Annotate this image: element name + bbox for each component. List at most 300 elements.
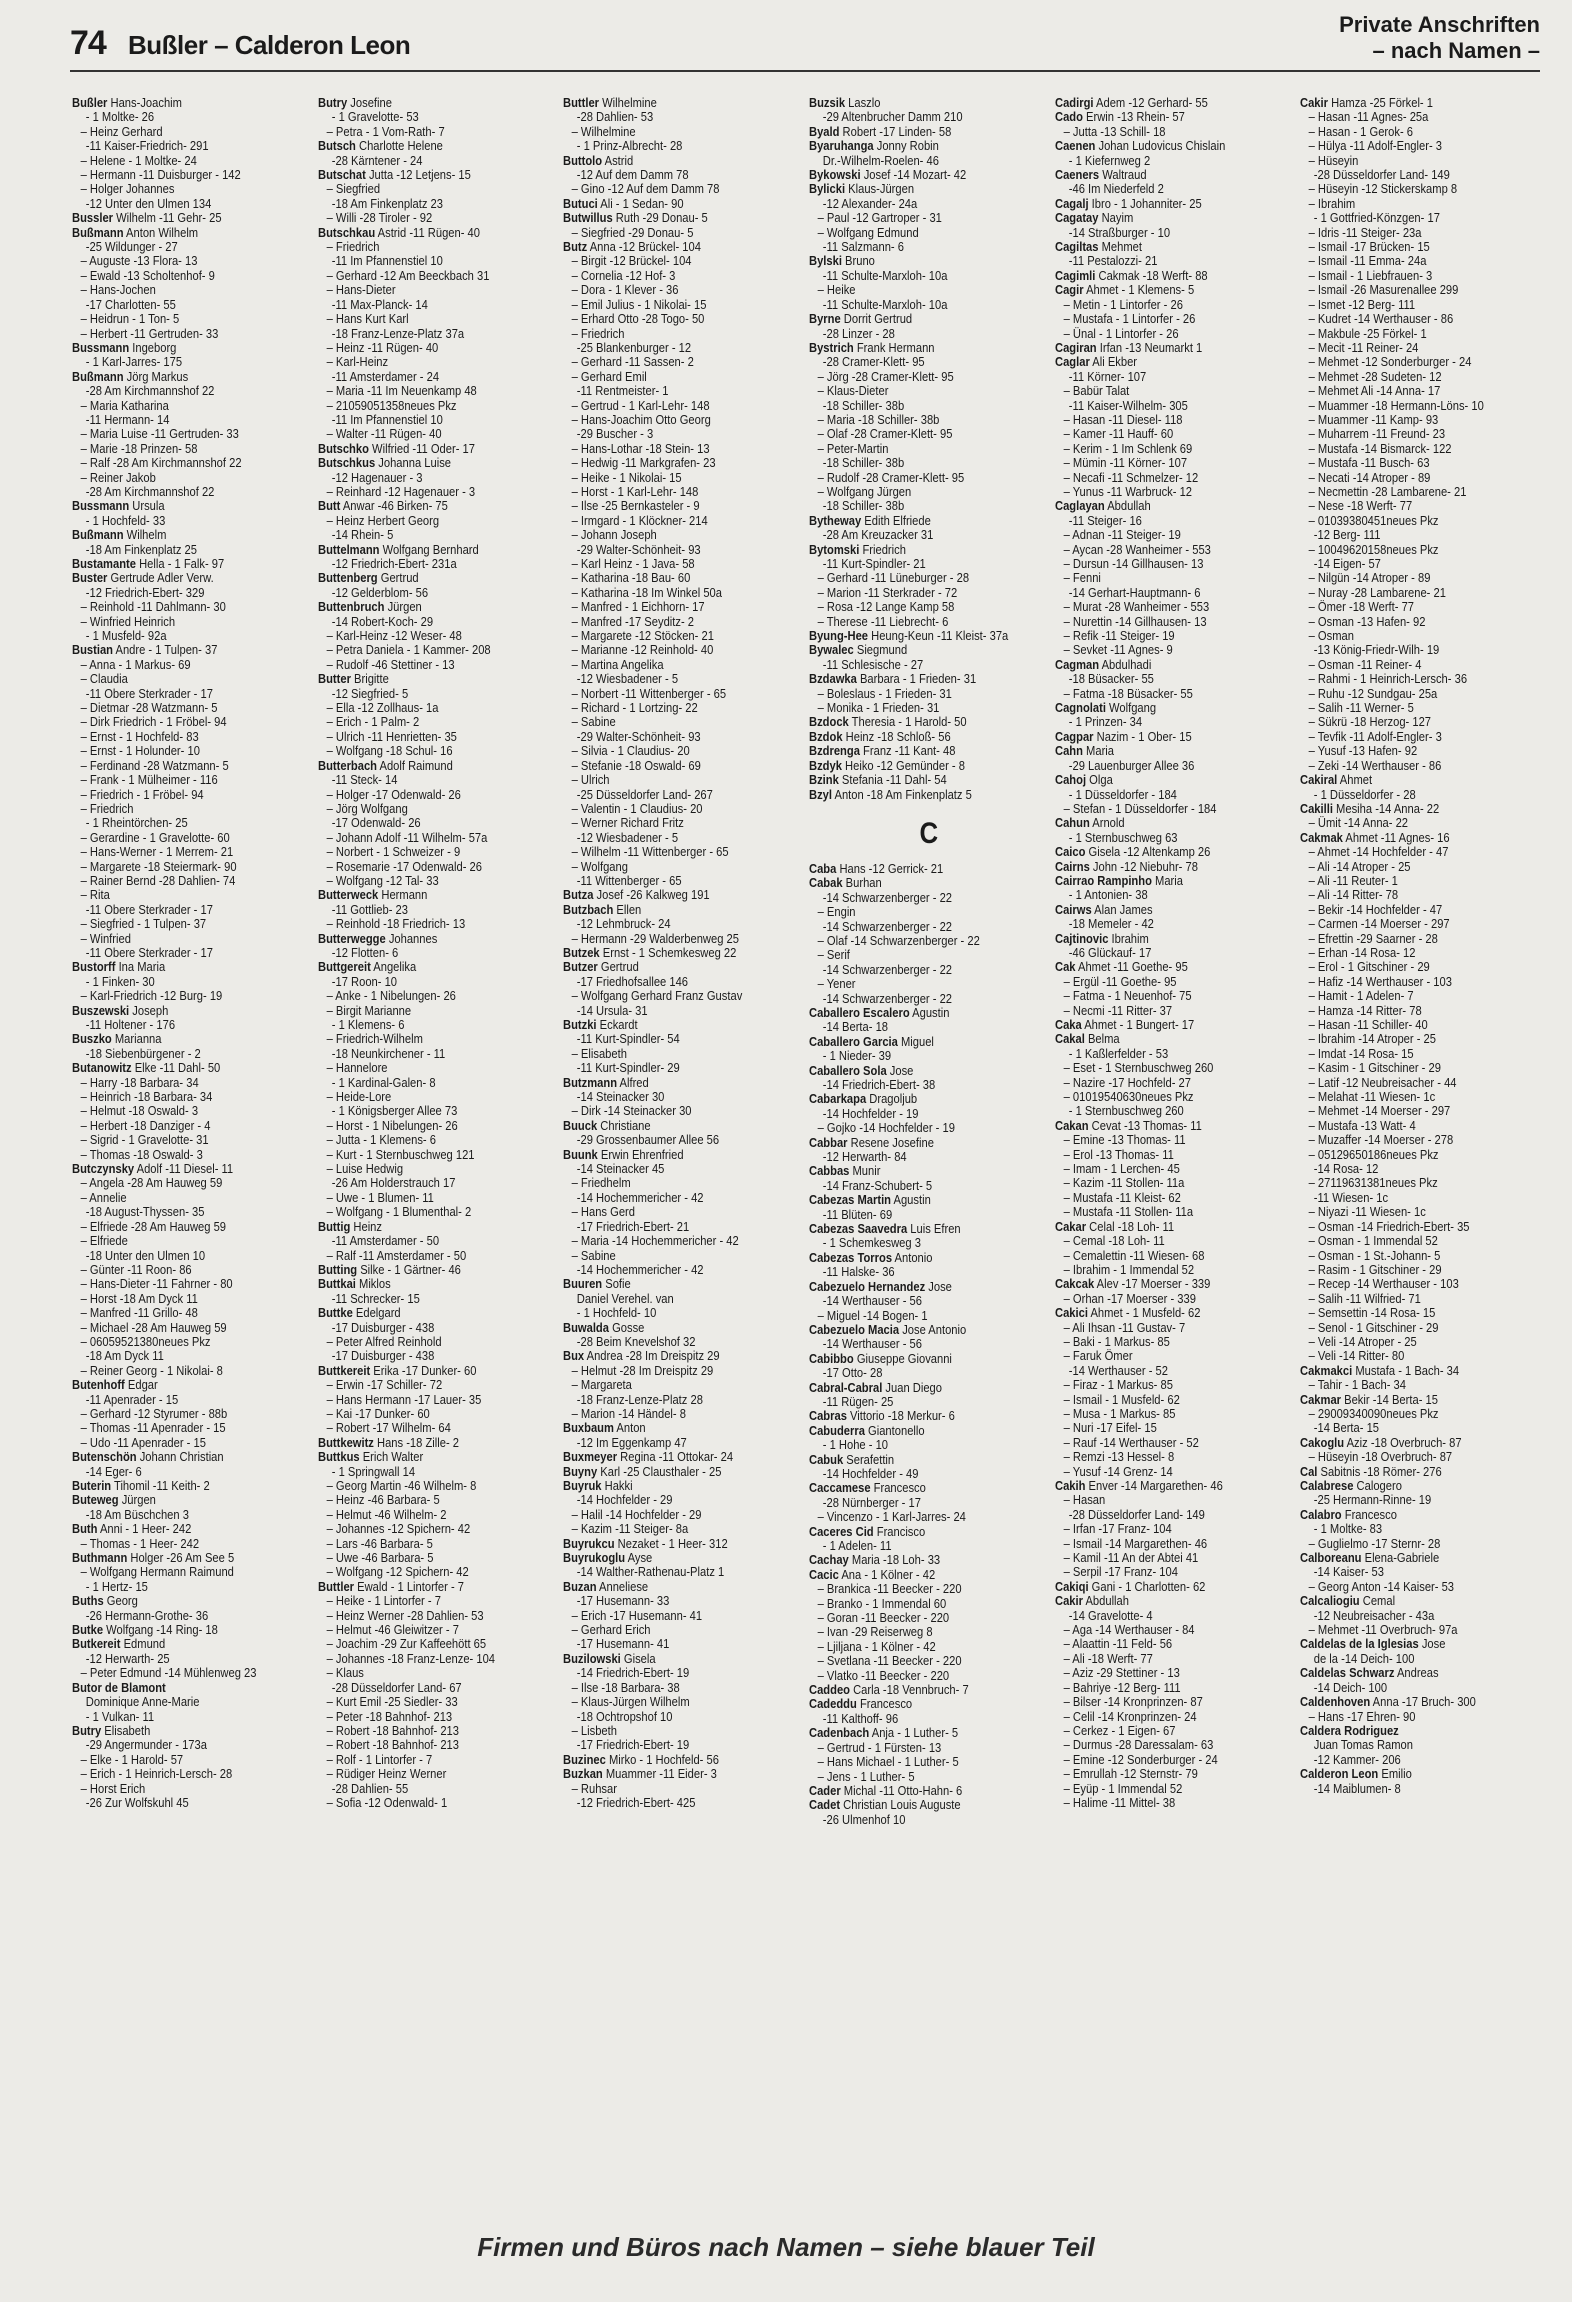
directory-entry: -11 Schulte-Marxloh- 10a bbox=[822, 267, 948, 283]
directory-entry: - 1 Kiefernweg 2 bbox=[1068, 152, 1150, 168]
entry-surname: Buyny bbox=[563, 1463, 598, 1479]
directory-entry: -18 Schiller- 38b bbox=[822, 498, 905, 514]
directory-entry: -11 Kurt-Spindler- 21 bbox=[822, 556, 926, 571]
directory-entry: – Stefan - 1 Düsseldorfer - 184 bbox=[1063, 800, 1217, 816]
entry-surname: Caico bbox=[1054, 844, 1086, 860]
directory-entry: – Karl-Heinz -12 Weser- 48 bbox=[326, 628, 462, 644]
directory-entry: -18 Memeler - 42 bbox=[1068, 916, 1154, 932]
entry-surname: Bzyl bbox=[809, 786, 833, 802]
directory-entry: – Osman bbox=[1308, 628, 1355, 644]
directory-entry: – Ömer -18 Werft- 77 bbox=[1308, 599, 1415, 615]
directory-entry: Butenhoff Edgar bbox=[72, 1377, 158, 1393]
directory-entry: -11 Apenrader - 15 bbox=[85, 1391, 179, 1407]
directory-entry: Buxmeyer Regina -11 Ottokar- 24 bbox=[563, 1449, 734, 1465]
directory-entry: Bustamante Hella - 1 Falk- 97 bbox=[72, 556, 225, 571]
directory-entry: Cabezuelo Hernandez Jose bbox=[809, 1278, 952, 1294]
directory-entry: – Johann Joseph bbox=[571, 527, 658, 543]
directory-entry: Cakir Hamza -25 Förkel- 1 bbox=[1300, 96, 1434, 110]
directory-entry: – Emine -13 Thomas- 11 bbox=[1063, 1132, 1186, 1148]
directory-entry: – Thomas -18 Oswald- 3 bbox=[80, 1146, 203, 1162]
directory-entry: Cabibbo Giuseppe Giovanni bbox=[809, 1350, 952, 1366]
directory-entry: -25 Blankenburger - 12 bbox=[577, 339, 692, 355]
directory-entry: -11 Körner- 107 bbox=[1068, 368, 1146, 384]
directory-entry: -11 Wiesen- 1c bbox=[1314, 1189, 1389, 1205]
directory-entry: – Siegfried bbox=[326, 181, 380, 197]
directory-entry: – Auguste -13 Flora- 13 bbox=[80, 253, 198, 269]
directory-entry: -11 Obere Sterkrader - 17 bbox=[85, 685, 213, 701]
directory-entry: – Holger Johannes bbox=[80, 181, 175, 197]
entry-surname: Cairws bbox=[1054, 901, 1092, 917]
directory-entry: -14 Schwarzenberger - 22 bbox=[822, 889, 953, 905]
directory-entry: – Luise Hedwig bbox=[326, 1161, 403, 1177]
directory-entry: – Serpil -17 Franz- 104 bbox=[1063, 1564, 1178, 1580]
directory-entry: – Silvia - 1 Claudius- 20 bbox=[571, 743, 691, 759]
directory-entry: Cagir Ahmet - 1 Klemens- 5 bbox=[1054, 282, 1194, 298]
directory-entry: - 1 Nieder- 39 bbox=[822, 1048, 892, 1064]
directory-entry: – Brankica -11 Beecker - 220 bbox=[817, 1581, 962, 1597]
directory-entry: – Jutta - 1 Klemens- 6 bbox=[326, 1132, 436, 1148]
directory-entry: - 1 Adelen- 11 bbox=[822, 1538, 892, 1553]
entry-surname: Cagiltas bbox=[1054, 239, 1099, 255]
directory-entry: -12 Wiesbadener - 5 bbox=[577, 671, 679, 687]
directory-entry: – Lars -46 Barbara- 5 bbox=[326, 1535, 433, 1551]
directory-entry: – Joachim -29 Zur Kaffeehött 65 bbox=[326, 1636, 486, 1652]
entry-surname: Buttkai bbox=[317, 1276, 356, 1292]
directory-entry: Cader Michal -11 Otto-Hahn- 6 bbox=[809, 1782, 963, 1798]
section-title-line1: Private Anschriften bbox=[1339, 12, 1540, 37]
directory-entry: – Sigrid - 1 Gravelotte- 31 bbox=[80, 1132, 209, 1148]
directory-entry: -12 Friedrich-Ebert- 231a bbox=[331, 556, 457, 571]
directory-entry: – Goran -11 Beecker - 220 bbox=[817, 1610, 950, 1626]
directory-entry: -11 Amsterdamer - 24 bbox=[331, 368, 439, 384]
directory-entry: -18 August-Thyssen- 35 bbox=[85, 1204, 205, 1220]
directory-column-3 bbox=[563, 96, 803, 2216]
entry-surname: Buunk bbox=[563, 1146, 599, 1162]
directory-entry: – Heinz -46 Barbara- 5 bbox=[326, 1492, 440, 1508]
directory-entry: -11 Schrecker- 15 bbox=[331, 1290, 420, 1306]
directory-entry: – Eset - 1 Sternbuschweg 260 bbox=[1063, 1060, 1214, 1076]
directory-entry: – Gertrud - 1 Karl-Lehr- 148 bbox=[571, 397, 710, 413]
directory-entry: Butzmann Alfred bbox=[563, 1074, 650, 1090]
entry-surname: Cagiran bbox=[1054, 339, 1097, 355]
directory-entry: -14 Walther-Rathenau-Platz 1 bbox=[577, 1564, 725, 1580]
directory-entry: Byrne Dorrit Gertrud bbox=[809, 311, 913, 327]
directory-entry: - 1 Prinzen- 34 bbox=[1068, 714, 1142, 730]
directory-entry: Bustian Andre - 1 Tulpen- 37 bbox=[72, 642, 218, 658]
entry-surname: Butczynsky bbox=[72, 1161, 135, 1177]
entry-surname: Caeners bbox=[1054, 167, 1099, 183]
directory-entry: – Winfried bbox=[80, 930, 131, 946]
entry-surname: Cabak bbox=[809, 875, 843, 891]
directory-entry: -18 Büsacker- 55 bbox=[1068, 671, 1154, 687]
directory-entry: -12 Im Eggenkamp 47 bbox=[577, 1434, 688, 1450]
entry-surname: Bzink bbox=[809, 772, 839, 788]
directory-entry: – Wolfgang - 1 Blumenthal- 2 bbox=[326, 1204, 471, 1220]
directory-entry: Bykowski Josef -14 Mozart- 42 bbox=[809, 167, 967, 183]
directory-entry: Butzbach Ellen bbox=[563, 901, 642, 917]
directory-entry: - 1 Springwall 14 bbox=[331, 1463, 415, 1479]
directory-entry: – Hans Kurt Karl bbox=[326, 311, 409, 327]
directory-entry: -12 Unter den Ulmen 134 bbox=[85, 195, 212, 211]
directory-entry: Butterwegge Johannes bbox=[317, 930, 437, 946]
directory-entry: - 1 Antonien- 38 bbox=[1068, 887, 1148, 903]
entry-surname: Byald bbox=[809, 123, 840, 139]
directory-entry: – Yusuf -14 Grenz- 14 bbox=[1063, 1463, 1173, 1479]
directory-entry: – Olaf -14 Schwarzenberger - 22 bbox=[817, 932, 980, 948]
directory-entry: - 1 Sternbuschweg 63 bbox=[1068, 829, 1178, 845]
entry-surname: Butwillus bbox=[563, 210, 614, 226]
directory-entry: – Erich - 1 Palm- 2 bbox=[326, 714, 419, 730]
entry-surname: Cado bbox=[1054, 109, 1083, 125]
directory-entry: – Ali -14 Atroper - 25 bbox=[1308, 858, 1411, 874]
entry-surname: Bustamante bbox=[72, 556, 137, 571]
directory-entry: – Wolfgang -12 Spichern- 42 bbox=[326, 1564, 469, 1580]
directory-entry: – Heidrun - 1 Ton- 5 bbox=[80, 311, 180, 327]
entry-surname: Cagpar bbox=[1054, 728, 1094, 744]
entry-surname: Buttgereit bbox=[317, 959, 371, 975]
entry-surname: Cabral-Cabral bbox=[809, 1379, 883, 1395]
directory-entry: Buyrukoglu Ayse bbox=[563, 1550, 653, 1566]
directory-entry: – Reinhold -11 Dahlmann- 30 bbox=[80, 599, 226, 615]
directory-entry: Buterin Tihomil -11 Keith- 2 bbox=[72, 1478, 210, 1493]
directory-entry: – Kasim - 1 Gitschiner - 29 bbox=[1308, 1060, 1442, 1076]
entry-surname: Buttolo bbox=[563, 152, 603, 168]
directory-entry: -12 Kammer- 206 bbox=[1314, 1751, 1402, 1767]
directory-entry: Cabezuelo Macia Jose Antonio bbox=[809, 1321, 967, 1337]
directory-entry: – Heinz -11 Rügen- 40 bbox=[326, 339, 438, 355]
directory-entry: – Ismet -12 Berg- 111 bbox=[1308, 296, 1416, 312]
directory-entry: -12 Flotten- 6 bbox=[331, 944, 398, 960]
directory-entry: – Reiner Georg - 1 Nikolai- 8 bbox=[80, 1362, 223, 1378]
directory-entry: -28 Linzer - 28 bbox=[822, 325, 895, 341]
entry-surname: Buuck bbox=[563, 1117, 598, 1133]
directory-entry: -14 Maiblumen- 8 bbox=[1314, 1780, 1402, 1796]
directory-entry: Daniel Verehel. van bbox=[577, 1290, 675, 1306]
directory-entry: Caceres Cid Francisco bbox=[809, 1523, 926, 1539]
directory-entry: -28 Dahlien- 55 bbox=[331, 1780, 408, 1796]
entry-surname: Caballero Escalero bbox=[809, 1004, 910, 1020]
directory-entry: – Horst - 1 Karl-Lehr- 148 bbox=[571, 483, 699, 499]
directory-entry: Cajtinovic Ibrahim bbox=[1054, 930, 1149, 946]
directory-entry: – Ilse -25 Bernkasteler - 9 bbox=[571, 498, 700, 514]
directory-entry: – Friedrich bbox=[571, 325, 625, 341]
directory-entry: -29 Walter-Schönheit- 93 bbox=[577, 728, 701, 744]
directory-entry: – Robert -18 Bahnhof- 213 bbox=[326, 1722, 459, 1738]
directory-entry: – Horst Erich bbox=[80, 1780, 146, 1796]
directory-entry: Buunk Erwin Ehrenfried bbox=[563, 1146, 684, 1162]
directory-entry: - 1 Gottfried-Könzgen- 17 bbox=[1314, 210, 1441, 226]
directory-entry: -12 Friedrich-Ebert- 329 bbox=[85, 584, 205, 600]
directory-entry: -17 Friedrich-Ebert- 19 bbox=[577, 1737, 690, 1753]
entry-surname: Cairns bbox=[1054, 858, 1090, 874]
directory-entry: -11 Obere Sterkrader - 17 bbox=[85, 901, 213, 917]
directory-entry: – Gertrud - 1 Fürsten- 13 bbox=[817, 1739, 942, 1755]
directory-entry: – Cemalettin -11 Wiesen- 68 bbox=[1063, 1247, 1205, 1263]
directory-entry: -28 Cramer-Klett- 95 bbox=[822, 354, 925, 370]
directory-entry: Cagatay Nayim bbox=[1054, 210, 1133, 226]
directory-entry: -29 Lauenburger Allee 36 bbox=[1068, 757, 1195, 773]
directory-entry: – Halil -14 Hochfelder - 29 bbox=[571, 1506, 702, 1522]
entry-surname: Butschkus bbox=[317, 455, 375, 471]
entry-surname: Cak bbox=[1054, 959, 1076, 975]
directory-entry: – Necafi -11 Schmelzer- 12 bbox=[1063, 469, 1198, 485]
directory-entry: – Peter Edmund -14 Mühlenweg 23 bbox=[80, 1665, 257, 1681]
directory-entry: Buteweg Jürgen bbox=[72, 1492, 156, 1508]
directory-entry: – Lisbeth bbox=[571, 1722, 618, 1738]
directory-entry: – Bahriye -12 Berg- 111 bbox=[1063, 1679, 1181, 1695]
directory-entry: Butter Brigitte bbox=[317, 671, 389, 687]
directory-entry: – Wolfgang Edmund bbox=[817, 224, 919, 240]
directory-entry: – Celil -14 Kronprinzen- 24 bbox=[1063, 1708, 1197, 1724]
directory-entry: – Marie -18 Prinzen- 58 bbox=[80, 440, 198, 456]
directory-entry: – Klaus-Jürgen Wilhelm bbox=[571, 1694, 691, 1710]
entry-surname: Cacic bbox=[809, 1566, 839, 1582]
entry-surname: Cadeddu bbox=[809, 1696, 857, 1712]
directory-entry: – Katharina -18 Im Winkel 50a bbox=[571, 584, 723, 600]
directory-entry: -12 Auf dem Damm 78 bbox=[577, 167, 689, 183]
directory-entry: -17 Friedhofsallee 146 bbox=[577, 973, 689, 989]
entry-surname: Cakal bbox=[1054, 1031, 1085, 1047]
directory-entry: – Gerhard -11 Lüneburger - 28 bbox=[817, 570, 970, 586]
directory-entry: -29 Walter-Schönheit- 93 bbox=[577, 541, 701, 557]
directory-entry: Buwalda Gosse bbox=[563, 1319, 645, 1335]
entry-surname: Bytomski bbox=[809, 541, 860, 557]
directory-entry: – Georg Anton -14 Kaiser- 53 bbox=[1308, 1578, 1455, 1594]
entry-surname: Cabezas Martin bbox=[809, 1192, 892, 1208]
directory-entry: – Nilgün -14 Atroper - 89 bbox=[1308, 570, 1431, 586]
header-divider bbox=[70, 70, 1540, 72]
directory-entry: – Kurt - 1 Sternbuschweg 121 bbox=[326, 1146, 475, 1162]
directory-entry: – Hans Michael - 1 Luther- 5 bbox=[817, 1754, 959, 1770]
entry-surname: Buster bbox=[72, 570, 108, 586]
entry-surname: Byaruhanga bbox=[809, 138, 874, 154]
directory-entry: Cakiral Ahmet bbox=[1300, 772, 1373, 788]
entry-surname: Butzmann bbox=[563, 1074, 618, 1090]
directory-entry: Cahn Maria bbox=[1054, 743, 1114, 759]
directory-entry: Calabrese Calogero bbox=[1300, 1478, 1403, 1493]
entry-surname: Cadirgi bbox=[1054, 96, 1094, 110]
directory-entry: Butenschön Johann Christian bbox=[72, 1449, 224, 1465]
directory-entry: -14 Deich- 100 bbox=[1314, 1679, 1388, 1695]
directory-entry: Buttler Ewald - 1 Lintorfer - 7 bbox=[317, 1578, 464, 1594]
directory-entry: – Firaz - 1 Markus- 85 bbox=[1063, 1377, 1173, 1393]
directory-entry: Caenen Johan Ludovicus Chislain bbox=[1054, 138, 1225, 154]
directory-entry: – Mehmet -28 Sudeten- 12 bbox=[1308, 368, 1442, 384]
directory-entry: – Friedrich bbox=[326, 239, 380, 255]
entry-surname: Butzek bbox=[563, 944, 601, 960]
directory-entry: – Necmi -11 Ritter- 37 bbox=[1063, 1002, 1172, 1018]
directory-entry: Buttenbruch Jürgen bbox=[317, 599, 422, 615]
directory-entry: – Angela -28 Am Hauweg 59 bbox=[80, 1175, 223, 1191]
directory-entry: -14 Hochfelder - 49 bbox=[822, 1465, 919, 1481]
directory-entry: – Erich -17 Husemann- 41 bbox=[571, 1607, 703, 1623]
directory-entry: Butterbach Adolf Raimund bbox=[317, 757, 453, 773]
directory-entry: Buxbaum Anton bbox=[563, 1420, 646, 1436]
directory-entry: – 10049620158neues Pkz bbox=[1308, 541, 1439, 557]
directory-entry: Cabbas Munir bbox=[809, 1163, 881, 1179]
directory-entry: – Frank - 1 Mülheimer - 116 bbox=[80, 772, 218, 788]
directory-entry: – Irfan -17 Franz- 104 bbox=[1063, 1521, 1172, 1537]
directory-entry: -46 Im Niederfeld 2 bbox=[1068, 181, 1164, 197]
directory-entry: -11 Kurt-Spindler- 29 bbox=[577, 1060, 681, 1076]
directory-entry: – Horst -18 Am Dyck 11 bbox=[80, 1290, 198, 1306]
directory-entry: -14 Schwarzenberger - 22 bbox=[822, 918, 953, 934]
entry-surname: Bux bbox=[563, 1348, 585, 1364]
directory-entry: – Katharina -18 Bau- 60 bbox=[571, 570, 691, 586]
directory-entry: – Heinz Herbert Georg bbox=[326, 512, 439, 528]
directory-entry: – Fatma -18 Büsacker- 55 bbox=[1063, 685, 1193, 701]
directory-entry: – Rainer Bernd -28 Dahlien- 74 bbox=[80, 872, 236, 888]
directory-entry: – Hülya -11 Adolf-Engler- 3 bbox=[1308, 138, 1443, 154]
directory-entry: – Serif bbox=[817, 947, 850, 963]
entry-surname: Cakir bbox=[1300, 96, 1329, 110]
entry-surname: Caenen bbox=[1054, 138, 1096, 154]
directory-entry: – Mustafa -11 Busch- 63 bbox=[1308, 455, 1430, 471]
directory-entry: Butsch Charlotte Helene bbox=[317, 138, 443, 154]
directory-entry: -13 König-Friedr-Wilh- 19 bbox=[1314, 642, 1440, 658]
directory-entry: – Hans-Joachim Otto Georg bbox=[571, 411, 712, 427]
entry-surname: Bußmann bbox=[72, 368, 124, 384]
directory-columns bbox=[72, 96, 1542, 2216]
entry-surname: Bussmann bbox=[72, 498, 130, 514]
section-title bbox=[1339, 12, 1540, 64]
directory-entry: – Hasan -11 Schiller- 40 bbox=[1308, 1017, 1429, 1032]
directory-entry: -28 Beim Knevelshof 32 bbox=[577, 1333, 696, 1349]
directory-entry: – Horst - 1 Nibelungen- 26 bbox=[326, 1117, 458, 1133]
entry-surname: Cakan bbox=[1054, 1117, 1089, 1133]
directory-entry: Buszko Marianna bbox=[72, 1031, 162, 1047]
directory-entry: – Manfred -11 Grillo- 48 bbox=[80, 1305, 198, 1321]
directory-entry: -17 Duisburger - 438 bbox=[331, 1319, 434, 1335]
directory-entry: – Sükrü -18 Herzog- 127 bbox=[1308, 714, 1432, 730]
directory-entry: Cagimli Cakmak -18 Werft- 88 bbox=[1054, 267, 1208, 283]
directory-entry: -28 Dahlien- 53 bbox=[577, 109, 654, 125]
directory-entry: -14 Hochemmericher - 42 bbox=[577, 1261, 704, 1277]
entry-surname: Bytheway bbox=[809, 512, 862, 528]
directory-entry: -25 Düsseldorfer Land- 267 bbox=[577, 786, 714, 802]
directory-entry: Calboreanu Elena-Gabriele bbox=[1300, 1550, 1440, 1566]
directory-entry: – Manfred - 1 Eichhorn- 17 bbox=[571, 599, 705, 615]
directory-entry: – Emine -12 Sonderburger - 24 bbox=[1063, 1751, 1218, 1767]
directory-entry: – Harry -18 Barbara- 34 bbox=[80, 1074, 199, 1090]
directory-entry: – Hamit - 1 Adelen- 7 bbox=[1308, 988, 1414, 1004]
directory-entry: Cakir Abdullah bbox=[1054, 1593, 1129, 1609]
directory-entry: -11 Gottlieb- 23 bbox=[331, 901, 408, 917]
directory-entry: -17 Charlotten- 55 bbox=[85, 296, 176, 312]
directory-entry: -29 Grossenbaumer Allee 56 bbox=[577, 1132, 720, 1148]
directory-entry: – Ismail -11 Emma- 24a bbox=[1308, 253, 1427, 269]
directory-entry: – Tevfik -11 Adolf-Engler- 3 bbox=[1308, 728, 1443, 744]
entry-surname: Buszewski bbox=[72, 1002, 130, 1018]
directory-entry: – Erich - 1 Heinrich-Lersch- 28 bbox=[80, 1766, 233, 1782]
directory-entry: -11 Im Pfannenstiel 10 bbox=[331, 253, 443, 269]
directory-entry: -14 Hochfelder - 29 bbox=[577, 1492, 673, 1508]
directory-entry: – Robert -18 Bahnhof- 213 bbox=[326, 1737, 459, 1753]
entry-surname: Caballero Sola bbox=[809, 1062, 887, 1078]
directory-entry: Caccamese Francesco bbox=[809, 1480, 926, 1496]
directory-entry: – Metin - 1 Lintorfer - 26 bbox=[1063, 296, 1183, 312]
entry-surname: Bylski bbox=[809, 253, 842, 269]
directory-entry: -11 Max-Planck- 14 bbox=[331, 296, 428, 312]
directory-entry: Calabro Francesco bbox=[1300, 1506, 1398, 1522]
entry-surname: Buterin bbox=[72, 1478, 112, 1493]
directory-entry: – Petra Daniela - 1 Kammer- 208 bbox=[326, 642, 491, 658]
entry-surname: Buxbaum bbox=[563, 1420, 615, 1436]
directory-entry: Buttkai Miklos bbox=[317, 1276, 391, 1292]
entry-surname: Cabezas Saavedra bbox=[809, 1221, 908, 1237]
directory-entry: – Rosemarie -17 Odenwald- 26 bbox=[326, 858, 482, 874]
directory-entry: – Winfried Heinrich bbox=[80, 613, 176, 629]
directory-entry: -18 Franz-Lenze-Platz 28 bbox=[577, 1391, 704, 1407]
directory-entry: -12 Lehmbruck- 24 bbox=[577, 916, 671, 932]
directory-entry: Butke Wolfgang -14 Ring- 18 bbox=[72, 1622, 218, 1638]
directory-entry: - 1 Finken- 30 bbox=[85, 973, 155, 989]
directory-entry: – Emrullah -12 Sternstr- 79 bbox=[1063, 1766, 1198, 1782]
directory-entry: – Werner Richard Fritz bbox=[571, 815, 685, 831]
directory-entry: – Gerhard -12 Am Beeckbach 31 bbox=[326, 267, 490, 283]
directory-entry: – Thomas - 1 Heer- 242 bbox=[80, 1535, 200, 1551]
directory-entry: -29 Buscher - 3 bbox=[577, 426, 654, 442]
directory-entry: – Murat -28 Wanheimer - 553 bbox=[1063, 599, 1209, 615]
directory-entry: – Hans-Dieter bbox=[326, 282, 396, 298]
directory-entry: – Hans-Lothar -18 Stein- 13 bbox=[571, 440, 710, 456]
directory-entry: – Peter Alfred Reinhold bbox=[326, 1333, 442, 1349]
directory-entry: Cacic Ana - 1 Kölner - 42 bbox=[809, 1566, 936, 1582]
entry-surname: Cal bbox=[1300, 1463, 1318, 1479]
entry-surname: Butschkau bbox=[317, 224, 375, 240]
directory-entry: Cagiltas Mehmet bbox=[1054, 239, 1142, 255]
directory-entry: – Efrettin -29 Saarner - 28 bbox=[1308, 930, 1439, 946]
directory-entry: – Friedhelm bbox=[571, 1175, 631, 1191]
directory-entry: -28 Düsseldorfer Land- 149 bbox=[1068, 1506, 1205, 1522]
directory-entry: – Kai -17 Dunker- 60 bbox=[326, 1405, 430, 1421]
directory-entry: – Halime -11 Mittel- 38 bbox=[1063, 1794, 1175, 1810]
directory-entry: Butry Josefine bbox=[317, 96, 392, 110]
entry-surname: Buttkus bbox=[317, 1449, 360, 1465]
entry-surname: Cakici bbox=[1054, 1305, 1088, 1321]
directory-entry: – 27119631381neues Pkz bbox=[1308, 1175, 1439, 1191]
directory-entry: – Guglielmo -17 Sternr- 28 bbox=[1308, 1535, 1441, 1551]
directory-entry: -12 Neubreisacher - 43a bbox=[1314, 1607, 1435, 1623]
directory-entry: – Ibrahim - 1 Immendal 52 bbox=[1063, 1261, 1194, 1277]
directory-entry: – Elke - 1 Harold- 57 bbox=[80, 1751, 184, 1767]
directory-entry: – Uwe -46 Barbara- 5 bbox=[326, 1550, 434, 1566]
directory-entry: – Hermann -29 Walderbenweg 25 bbox=[571, 930, 740, 946]
directory-entry: – Baki - 1 Markus- 85 bbox=[1063, 1333, 1170, 1349]
directory-entry: Cakih Enver -14 Margarethen- 46 bbox=[1054, 1478, 1223, 1493]
directory-entry: -14 Kaiser- 53 bbox=[1314, 1564, 1385, 1580]
directory-entry: – Vlatko -11 Beecker - 220 bbox=[817, 1667, 950, 1683]
directory-entry: – 01019540630neues Pkz bbox=[1063, 1089, 1194, 1105]
directory-entry: – Hasan - 1 Gerok- 6 bbox=[1308, 123, 1414, 139]
directory-entry: -46 Glückauf- 17 bbox=[1068, 944, 1152, 960]
entry-surname: Buuren bbox=[563, 1276, 603, 1292]
directory-entry: -14 Gravelotte- 4 bbox=[1068, 1607, 1153, 1623]
directory-entry: – Helmut -46 Wilhelm- 2 bbox=[326, 1506, 447, 1522]
directory-entry: -14 Werthauser - 52 bbox=[1068, 1362, 1168, 1378]
directory-entry: – Hannelore bbox=[326, 1060, 388, 1076]
directory-entry: Bzink Stefania -11 Dahl- 54 bbox=[809, 772, 947, 788]
directory-entry: – Elfriede bbox=[80, 1233, 128, 1249]
directory-entry: – Johannes -18 Franz-Lenze- 104 bbox=[326, 1650, 495, 1666]
directory-entry: – Osman -14 Friedrich-Ebert- 35 bbox=[1308, 1218, 1470, 1234]
directory-entry: Butzki Eckardt bbox=[563, 1017, 638, 1032]
directory-entry: – Vincenzo - 1 Karl-Jarres- 24 bbox=[817, 1509, 966, 1525]
directory-entry: -14 Rosa- 12 bbox=[1314, 1161, 1379, 1177]
directory-entry: - 1 Musfeld- 92a bbox=[85, 628, 167, 644]
directory-entry: Cabras Vittorio -18 Merkur- 6 bbox=[809, 1408, 955, 1424]
directory-entry: Butschat Jutta -12 Letjens- 15 bbox=[317, 167, 471, 183]
